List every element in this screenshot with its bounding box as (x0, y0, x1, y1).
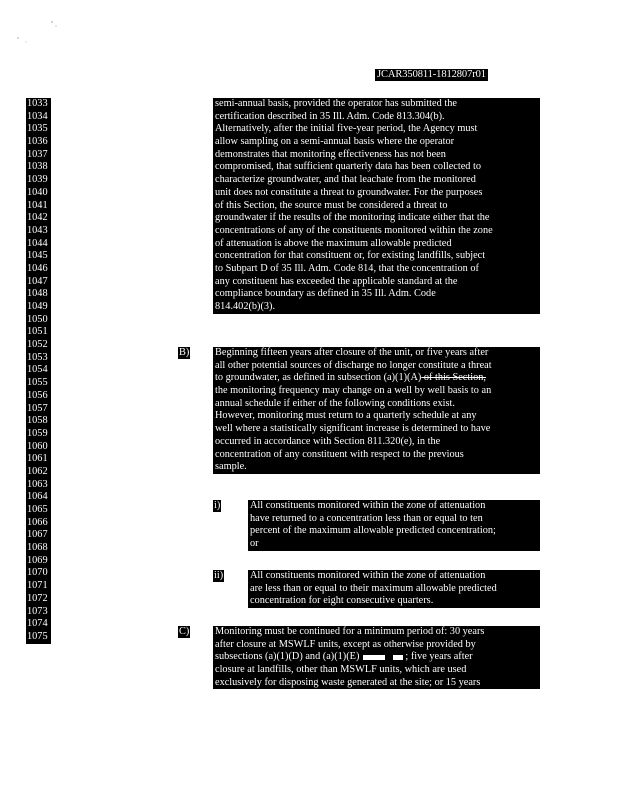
text-line: closure at landfills, other than MSWLF units, which are used (215, 664, 467, 676)
text-line: concentration for eight consecutive quarters. (250, 595, 434, 607)
text-line: of this Section, the source must be considered a threat to (215, 199, 448, 211)
line-number: 1051 (27, 326, 48, 338)
struck-text: of this Section, (421, 372, 486, 384)
text-line: exclusively for disposing waste generated at the site; or 15 years (215, 676, 481, 688)
line-number: 1068 (27, 542, 48, 554)
paragraph-ii (248, 570, 540, 608)
line-number: 1039 (27, 174, 48, 186)
line-number: 1047 (27, 275, 48, 287)
text-line: all other potential sources of discharge no longer constitute a threat (215, 359, 492, 371)
text-line: semi-annual basis, provided the operator has submitted the (215, 98, 457, 109)
line-number: 1073 (27, 605, 48, 617)
line-number: 1064 (27, 491, 48, 503)
text-line: Monitoring must be continued for a minimum period of: 30 years (215, 626, 485, 637)
line-number: 1033 (27, 98, 48, 109)
scan-specks (12, 18, 62, 48)
line-number: 1046 (27, 262, 48, 274)
text-line: 814.402(b)(3). (215, 301, 276, 312)
text-line: subsections (a)(1)(D) and (a)(1)(E) ; five years after (215, 651, 473, 663)
text-line: compliance boundary as defined in 35 Ill. Adm. Code (215, 288, 436, 300)
line-number: 1048 (27, 288, 48, 300)
line-number: 1037 (27, 148, 48, 160)
line-number: 1071 (27, 580, 48, 592)
line-number: 1038 (27, 161, 48, 173)
text-line: compromised, that sufficient quarterly data has been collected to (215, 161, 482, 173)
text-line: or (250, 538, 259, 550)
text-line: However, monitoring must return to a quarterly schedule at any (215, 410, 477, 422)
line-number: 1059 (27, 427, 48, 439)
text-line: the monitoring frequency may change on a well by well basis to an (215, 385, 492, 397)
text-line: demonstrates that monitoring effectiveness has not been (215, 148, 446, 160)
line-number: 1049 (27, 301, 48, 312)
line-number: 1066 (27, 516, 48, 528)
document-id: JCAR350811-1812807r01 (377, 69, 486, 80)
text-line: of attenuation is above the maximum allowable predicted (215, 237, 452, 249)
item-marker-c: C) (179, 626, 190, 637)
line-number: 1035 (27, 123, 48, 135)
paragraph-continuation (213, 98, 540, 314)
line-number: 1055 (27, 377, 48, 389)
line-number: 1044 (27, 237, 48, 249)
line-number: 1070 (27, 567, 48, 579)
line-number: 1041 (27, 199, 48, 211)
text-line: allow sampling on a semi-annual basis where the operator (215, 136, 455, 148)
line-number: 1054 (27, 364, 48, 376)
text-line: to Subpart D of 35 Ill. Adm. Code 814, that the concentration of (215, 262, 479, 274)
text-line: Alternatively, after the initial five-year period, the Agency must (215, 123, 478, 135)
paragraph-c (213, 626, 540, 689)
text-line: concentrations of any of the constituents monitored within the zone (215, 224, 493, 236)
line-number: 1061 (27, 453, 48, 465)
line-number: 1052 (27, 339, 48, 351)
line-number: 1040 (27, 186, 48, 198)
line-number: 1069 (27, 554, 48, 566)
line-number: 1043 (27, 224, 48, 236)
line-number: 1053 (27, 351, 48, 363)
text-line: groundwater if the results of the monitoring indicate either that the (215, 212, 490, 224)
line-number: 1060 (27, 440, 48, 452)
text-line: occurred in accordance with Section 811.320(e), in the (215, 435, 441, 447)
text-line: certification described in 35 Ill. Adm. Code 813.304(b). (215, 110, 445, 122)
line-number: 1075 (27, 630, 48, 642)
text-line: after closure at MSWLF units, except as otherwise provided by (215, 638, 476, 650)
line-number: 1042 (27, 212, 48, 224)
line-number: 1034 (27, 110, 48, 122)
text-tail: ; five years after (405, 651, 473, 663)
text-line: have returned to a concentration less than or equal to ten (250, 512, 483, 524)
redaction-mark (363, 655, 385, 660)
line-number: 1065 (27, 504, 48, 515)
line-number: 1074 (27, 618, 48, 630)
text-line: any constituent has exceeded the applicable standard at the (215, 275, 458, 287)
text-line: unit does not constitute a threat to groundwater. For the purposes (215, 186, 483, 198)
text-line: are less than or equal to their maximum allowable predicted (250, 582, 497, 594)
line-number-column (26, 98, 51, 644)
item-marker-ii: ii) (214, 570, 224, 581)
text-line: percent of the maximum allowable predicted concentration; (250, 525, 496, 537)
text-line: concentration for that constituent or, for existing landfills, subject (215, 250, 486, 262)
item-marker-i: i) (214, 500, 221, 511)
line-number: 1063 (27, 478, 48, 490)
line-number: 1056 (27, 389, 48, 401)
text-line: characterize groundwater, and that leachate from the monitored (215, 174, 476, 186)
item-marker-b: B) (179, 347, 190, 358)
paragraph-b (213, 347, 540, 474)
text-line: concentration of any constituent with respect to the previous (215, 448, 464, 460)
line-number: 1036 (27, 136, 48, 148)
text-line: All constituents monitored within the zone of attenuation (250, 500, 486, 511)
text-line: sample. (215, 461, 247, 473)
redaction-mark (393, 655, 403, 660)
line-number: 1050 (27, 313, 48, 325)
text-line: annual schedule if either of the following conditions exist. (215, 397, 455, 409)
text-line: well where a statistically significant increase is determined to have (215, 423, 491, 435)
text-line: to groundwater, as defined in subsection (a)(1)(A) of this Section, (215, 372, 486, 384)
line-number: 1072 (27, 592, 48, 604)
line-number: 1062 (27, 465, 48, 477)
line-number: 1045 (27, 250, 48, 262)
text-line: Beginning fifteen years after closure of the unit, or five years after (215, 347, 489, 358)
line-number: 1058 (27, 415, 48, 427)
line-number: 1067 (27, 529, 48, 541)
text-line: All constituents monitored within the zone of attenuation (250, 570, 486, 581)
line-number: 1057 (27, 402, 48, 414)
paragraph-i (248, 500, 540, 551)
